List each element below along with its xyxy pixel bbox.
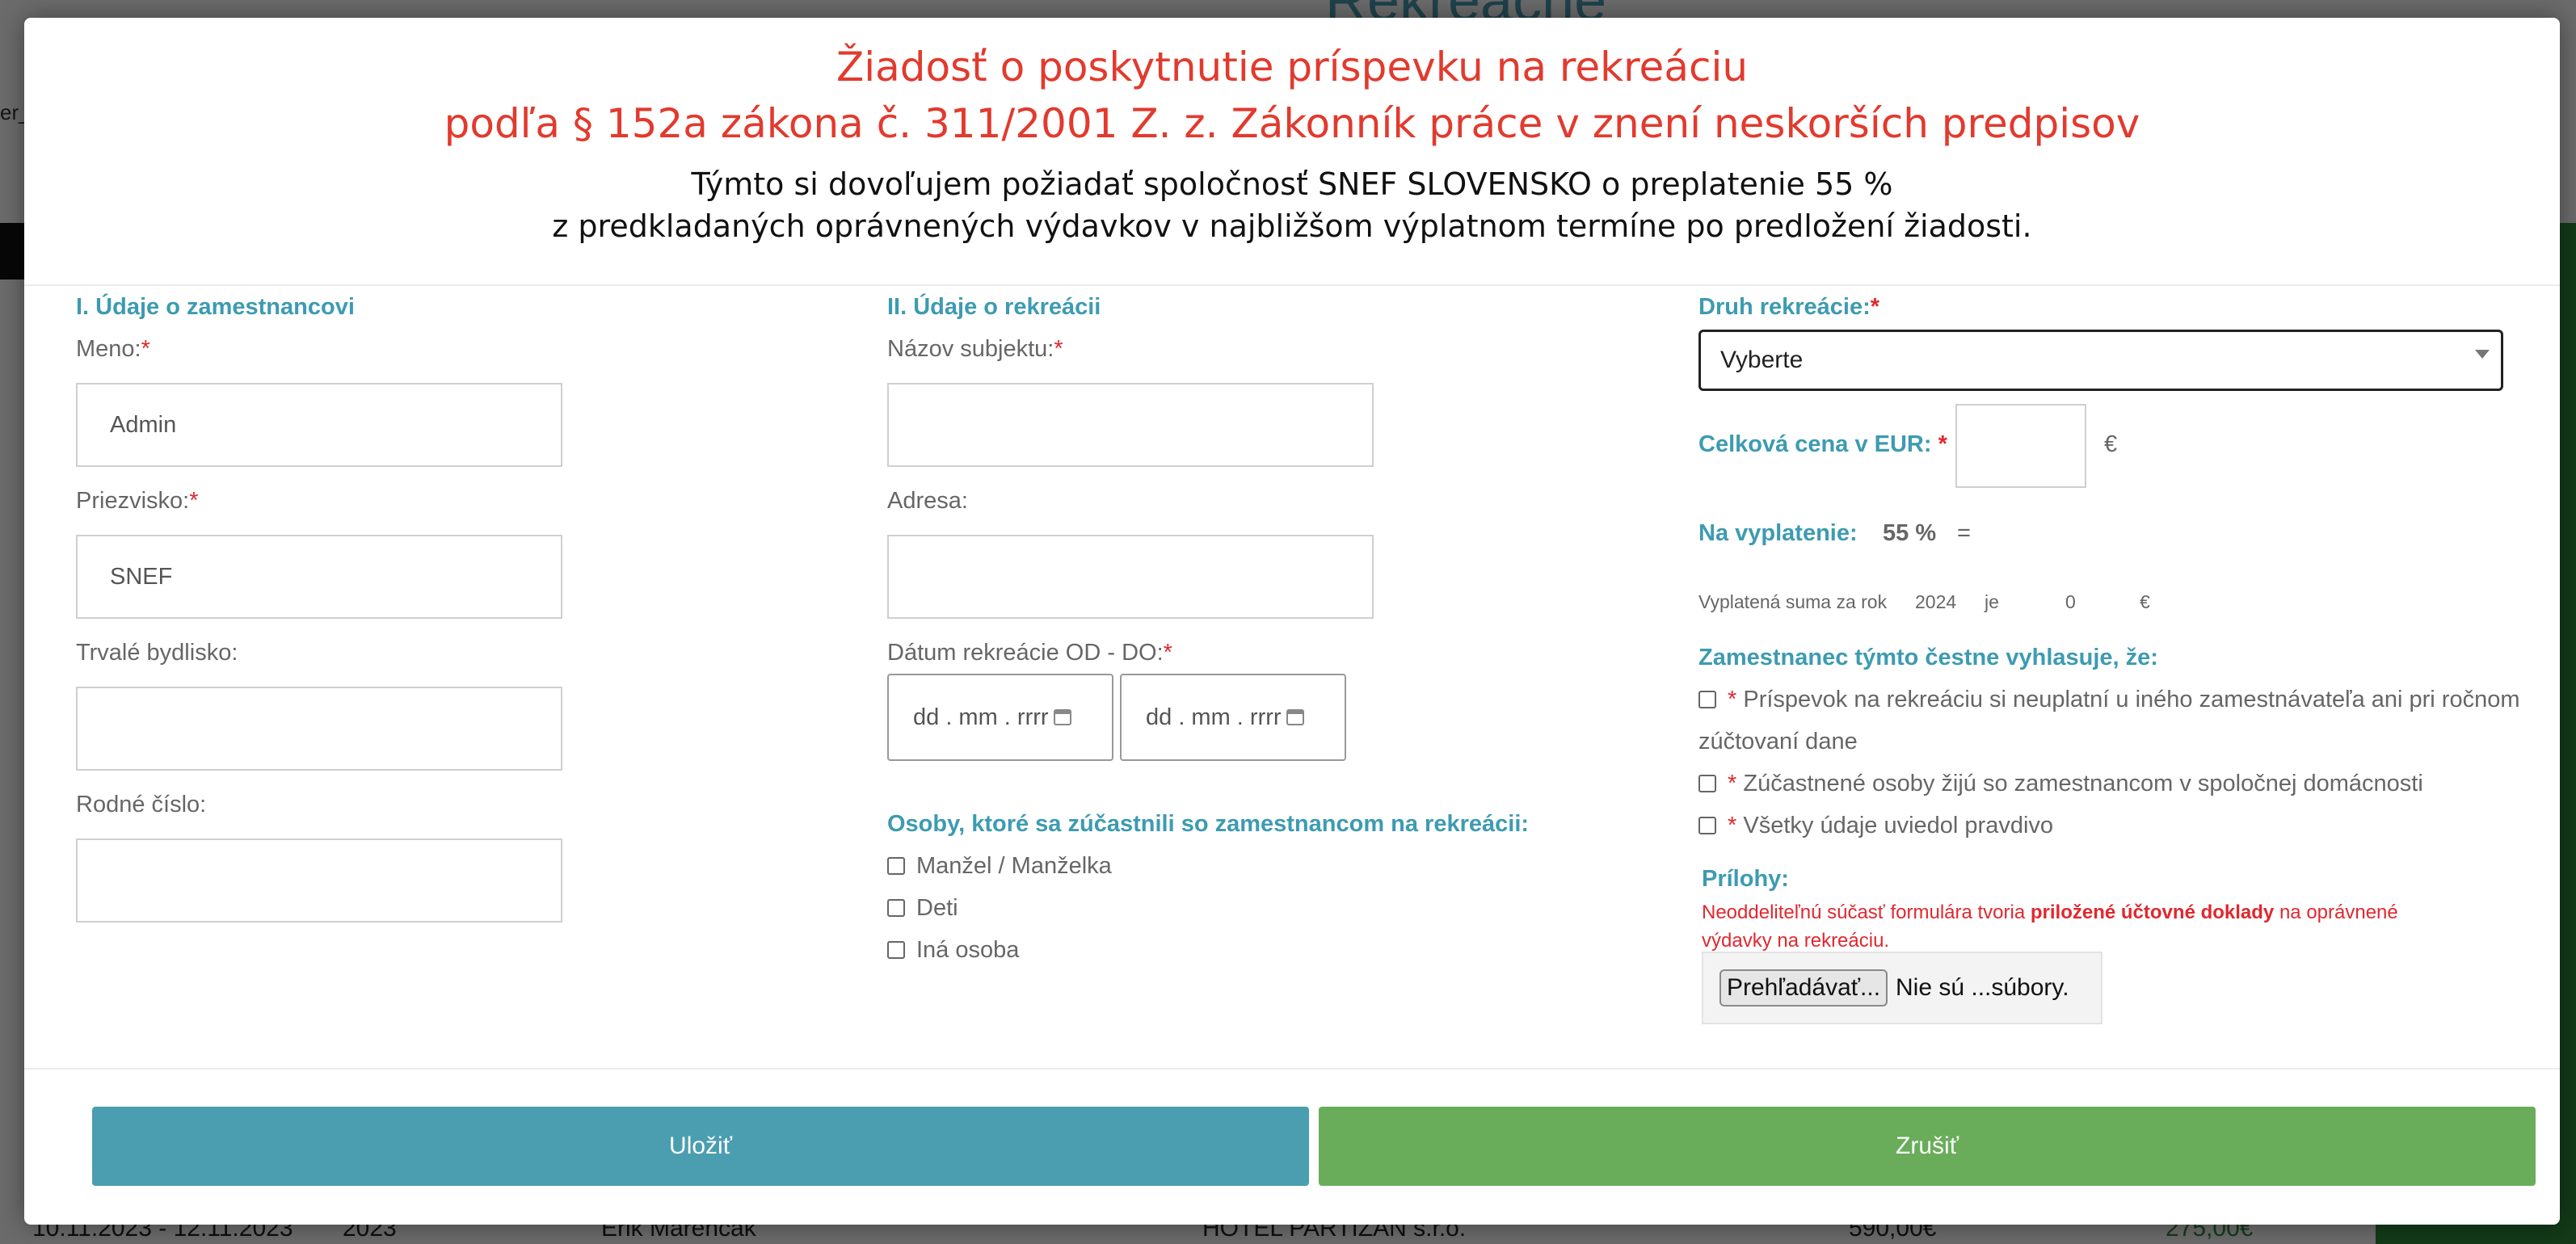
required-asterisk: * — [1728, 813, 1737, 838]
required-asterisk: * — [1728, 771, 1737, 796]
date-from-input[interactable] — [887, 674, 1113, 761]
persons-section-title: Osoby, ktoré sa zúčastnili so zamestnancom na rekreácii: — [887, 811, 1530, 837]
last-name-label: Priezvisko:* — [76, 488, 199, 514]
last-name-input[interactable]: SNEF — [76, 535, 562, 619]
cancel-button[interactable]: Zrušiť — [1319, 1107, 2536, 1186]
declaration-checkbox-2[interactable] — [1698, 775, 1716, 792]
paid-sum-text: Vyplatená suma za rok — [1698, 591, 1888, 612]
declaration-label-1-cont: zúčtovaní dane — [1698, 729, 1858, 754]
required-asterisk: * — [1728, 687, 1737, 712]
subject-name-label: Názov subjektu:* — [887, 336, 1063, 362]
modal-header — [24, 18, 2560, 286]
first-name-label: Meno:* — [76, 336, 150, 362]
birth-number-input[interactable] — [76, 838, 562, 922]
required-asterisk: * — [141, 336, 150, 362]
payout-percent: 55 % — [1883, 520, 1937, 546]
date-to-input[interactable] — [1120, 674, 1346, 761]
paid-sum-amount: 0 — [2065, 591, 2076, 612]
permanent-address-input[interactable] — [76, 687, 562, 771]
other-person-checkbox[interactable] — [887, 941, 905, 959]
birth-number-label: Rodné číslo: — [76, 792, 207, 817]
address-label: Trvalé bydlisko: — [76, 640, 238, 666]
declaration-title: Zamestnanec týmto čestne vyhlasuje, že: — [1698, 645, 2158, 670]
calendar-icon[interactable] — [1054, 709, 1071, 725]
date-to-placeholder: dd . mm . rrrr — [1146, 704, 1282, 730]
subject-address-label: Adresa: — [887, 488, 968, 514]
recreation-section-title: II. Údaje o rekreácii — [887, 294, 1101, 320]
total-price-label: Celková cena v EUR: * — [1698, 431, 1947, 457]
chevron-down-icon — [2475, 350, 2490, 359]
modal-footer-divider — [24, 1068, 2560, 1070]
required-asterisk: * — [1054, 336, 1063, 362]
attachments-title: Prílohy: — [1702, 866, 1789, 892]
first-name-input[interactable]: Admin — [76, 383, 562, 467]
price-euro-symbol: € — [2104, 431, 2118, 457]
declaration-checkbox-1[interactable] — [1698, 691, 1716, 708]
subject-name-input[interactable] — [887, 383, 1374, 467]
declaration-checkbox-3[interactable] — [1698, 817, 1716, 834]
save-button[interactable]: Uložiť — [92, 1107, 1309, 1186]
recreation-request-modal — [24, 18, 2560, 1225]
required-asterisk: * — [189, 488, 199, 514]
date-from-placeholder: dd . mm . rrrr — [913, 704, 1049, 730]
browse-button[interactable]: Prehľadávať... — [1719, 969, 1888, 1007]
declaration-label-3: * Všetky údaje uviedol pravdivo — [1728, 813, 2054, 838]
payout-equals: = — [1957, 520, 1971, 546]
no-files-text: Nie sú ...súbory. — [1896, 974, 2069, 1001]
spouse-checkbox[interactable] — [887, 857, 905, 875]
calendar-icon[interactable] — [1286, 709, 1304, 725]
subject-address-input[interactable] — [887, 535, 1374, 619]
recreation-date-label: Dátum rekreácie OD - DO:* — [887, 640, 1172, 666]
paid-sum-euro: € — [2140, 591, 2150, 612]
modal-title-line2: podľa § 152a zákona č. 311/2001 Z. z. Zákonník práce v znení neskorších predpisov — [444, 100, 2140, 147]
file-upload-field[interactable] — [1702, 952, 2102, 1024]
attachments-note: Neoddeliteľnú súčasť formulára tvoria priložené účtovné doklady na oprávnené výdavky na rekreáciu. — [1702, 901, 2398, 952]
spouse-checkbox-label: Manžel / Manželka — [916, 853, 1112, 879]
declaration-label-2: * Zúčastnené osoby žijú so zamestnancom v spoločnej domácnosti — [1728, 771, 2423, 796]
recreation-type-selected: Vyberte — [1720, 347, 1804, 373]
payout-label: Na vyplatenie: — [1698, 520, 1858, 546]
required-asterisk: * — [1163, 640, 1172, 666]
required-asterisk: * — [1938, 431, 1947, 457]
paid-sum-year: 2024 — [1915, 591, 1957, 612]
required-asterisk: * — [1870, 294, 1880, 320]
modal-subtitle-line2: z predkladaných oprávnených výdavkov v najbližšom výplatnom termíne po predložení žiadosti. — [552, 208, 2032, 244]
declaration-label-1: * Príspevok na rekreáciu si neuplatní u iného zamestnávateľa ani pri ročnom — [1728, 687, 2520, 712]
recreation-type-select[interactable] — [1698, 330, 2503, 391]
recreation-type-label: Druh rekreácie:* — [1698, 294, 1880, 320]
employee-section-title: I. Údaje o zamestnancovi — [76, 294, 355, 320]
paid-sum-is: je — [1985, 591, 1999, 612]
children-checkbox[interactable] — [887, 899, 905, 917]
children-checkbox-label: Deti — [916, 895, 958, 921]
total-price-input[interactable] — [1955, 404, 2086, 488]
other-person-checkbox-label: Iná osoba — [916, 937, 1020, 963]
modal-title-line1: Žiadosť o poskytnutie príspevku na rekreáciu — [836, 44, 1749, 90]
modal-subtitle-line1: Týmto si dovoľujem požiadať spoločnosť SNEF SLOVENSKO o preplatenie 55 % — [691, 166, 1893, 202]
